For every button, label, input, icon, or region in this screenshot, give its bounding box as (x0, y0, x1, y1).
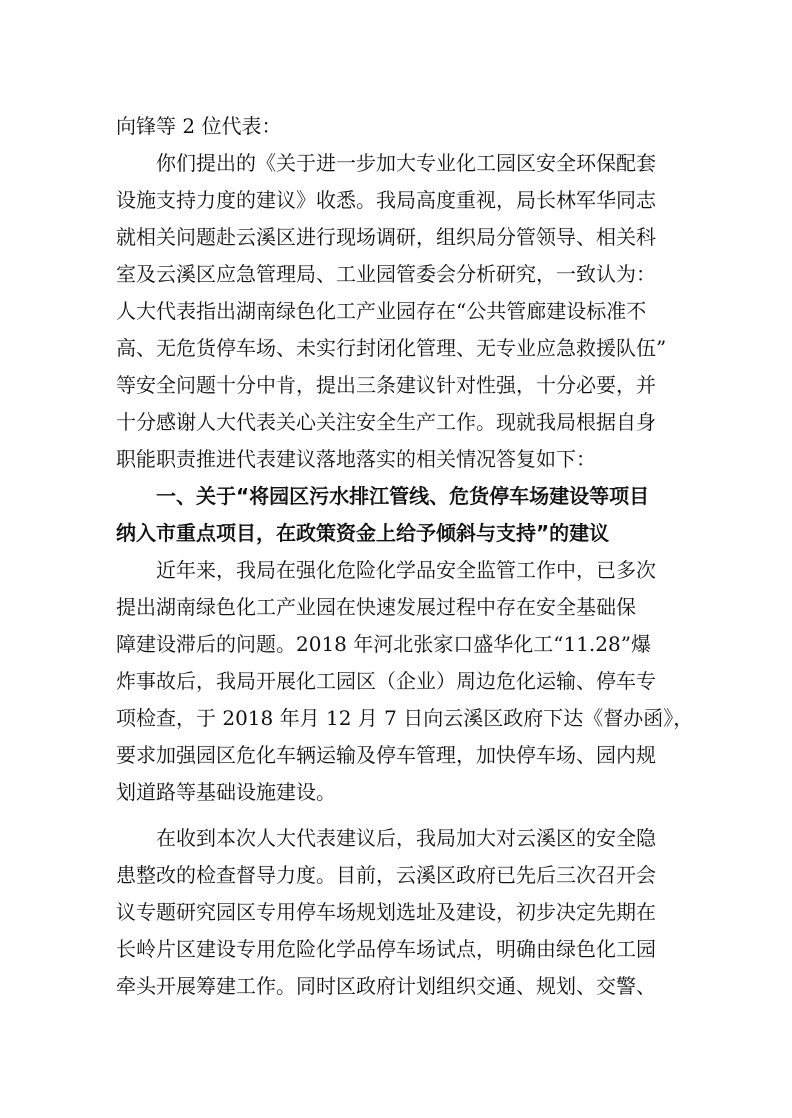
paragraph-line: 你们提出的《关于进一步加大专业化工园区安全环保配套 (116, 151, 656, 175)
paragraph-line: 人大代表指出湖南绿色化工产业园存在“公共管廊建设标准不 (116, 299, 647, 323)
paragraph-line: 划道路等基础设施建设。 (116, 780, 336, 804)
paragraph-line: 室及云溪区应急管理局、工业园管委会分析研究，一致认为： (116, 262, 656, 286)
paragraph-line: 职能职责推进代表建议落地落实的相关情况答复如下： (116, 447, 596, 471)
paragraph-line: 设施支持力度的建议》收悉。我局高度重视，局长林军华同志 (116, 188, 656, 212)
paragraph-line: 议专题研究园区专用停车场规划选址及建设，初步决定先期在 (116, 900, 656, 924)
paragraph-line: 项检查，于 2018 年月 12 月 7 日向云溪区政府下达《督办函》， (116, 706, 694, 730)
paragraph-line: 就相关问题赴云溪区进行现场调研，组织局分管领导、相关科 (116, 225, 656, 249)
section-heading-line: 纳入市重点项目，在政策资金上给予倾斜与支持”的建议 (116, 521, 610, 545)
paragraph-line: 牵头开展筹建工作。同时区政府计划组织交通、规划、交警、 (116, 974, 656, 998)
salutation-line: 向锋等 2 位代表： (116, 114, 282, 138)
section-heading-line: 一、关于“将园区污水排江管线、危货停车场建设等项目 (116, 484, 650, 508)
paragraph-line: 等安全问题十分中肯，提出三条建议针对性强，十分必要，并 (116, 373, 656, 397)
paragraph-line: 在收到本次人大代表建议后，我局加大对云溪区的安全隐 (116, 826, 656, 850)
document-body (116, 108, 694, 1005)
paragraph-line: 患整改的检查督导力度。目前，云溪区政府已先后三次召开会 (116, 863, 656, 887)
paragraph-gap (116, 811, 676, 820)
paragraph-line: 近年来，我局在强化危险化学品安全监管工作中，已多次 (116, 558, 656, 582)
paragraph-line: 提出湖南绿色化工产业园在快速发展过程中存在安全基础保 (116, 595, 636, 619)
paragraph-line: 长岭片区建设专用危险化学品停车场试点，明确由绿色化工园 (116, 937, 656, 961)
paragraph-line: 要求加强园区危化车辆运输及停车管理，加快停车场、园内规 (116, 743, 656, 767)
paragraph-line: 障建设滞后的问题。2018 年河北张家口盛华化工“11.28”爆 (116, 632, 651, 656)
paragraph-line: 炸事故后，我局开展化工园区（企业）周边危化运输、停车专 (116, 669, 656, 693)
paragraph-line: 十分感谢人大代表关心关注安全生产工作。现就我局根据自身 (116, 410, 656, 434)
paragraph-line: 高、无危货停车场、未实行封闭化管理、无专业应急救援队伍” (116, 336, 667, 360)
